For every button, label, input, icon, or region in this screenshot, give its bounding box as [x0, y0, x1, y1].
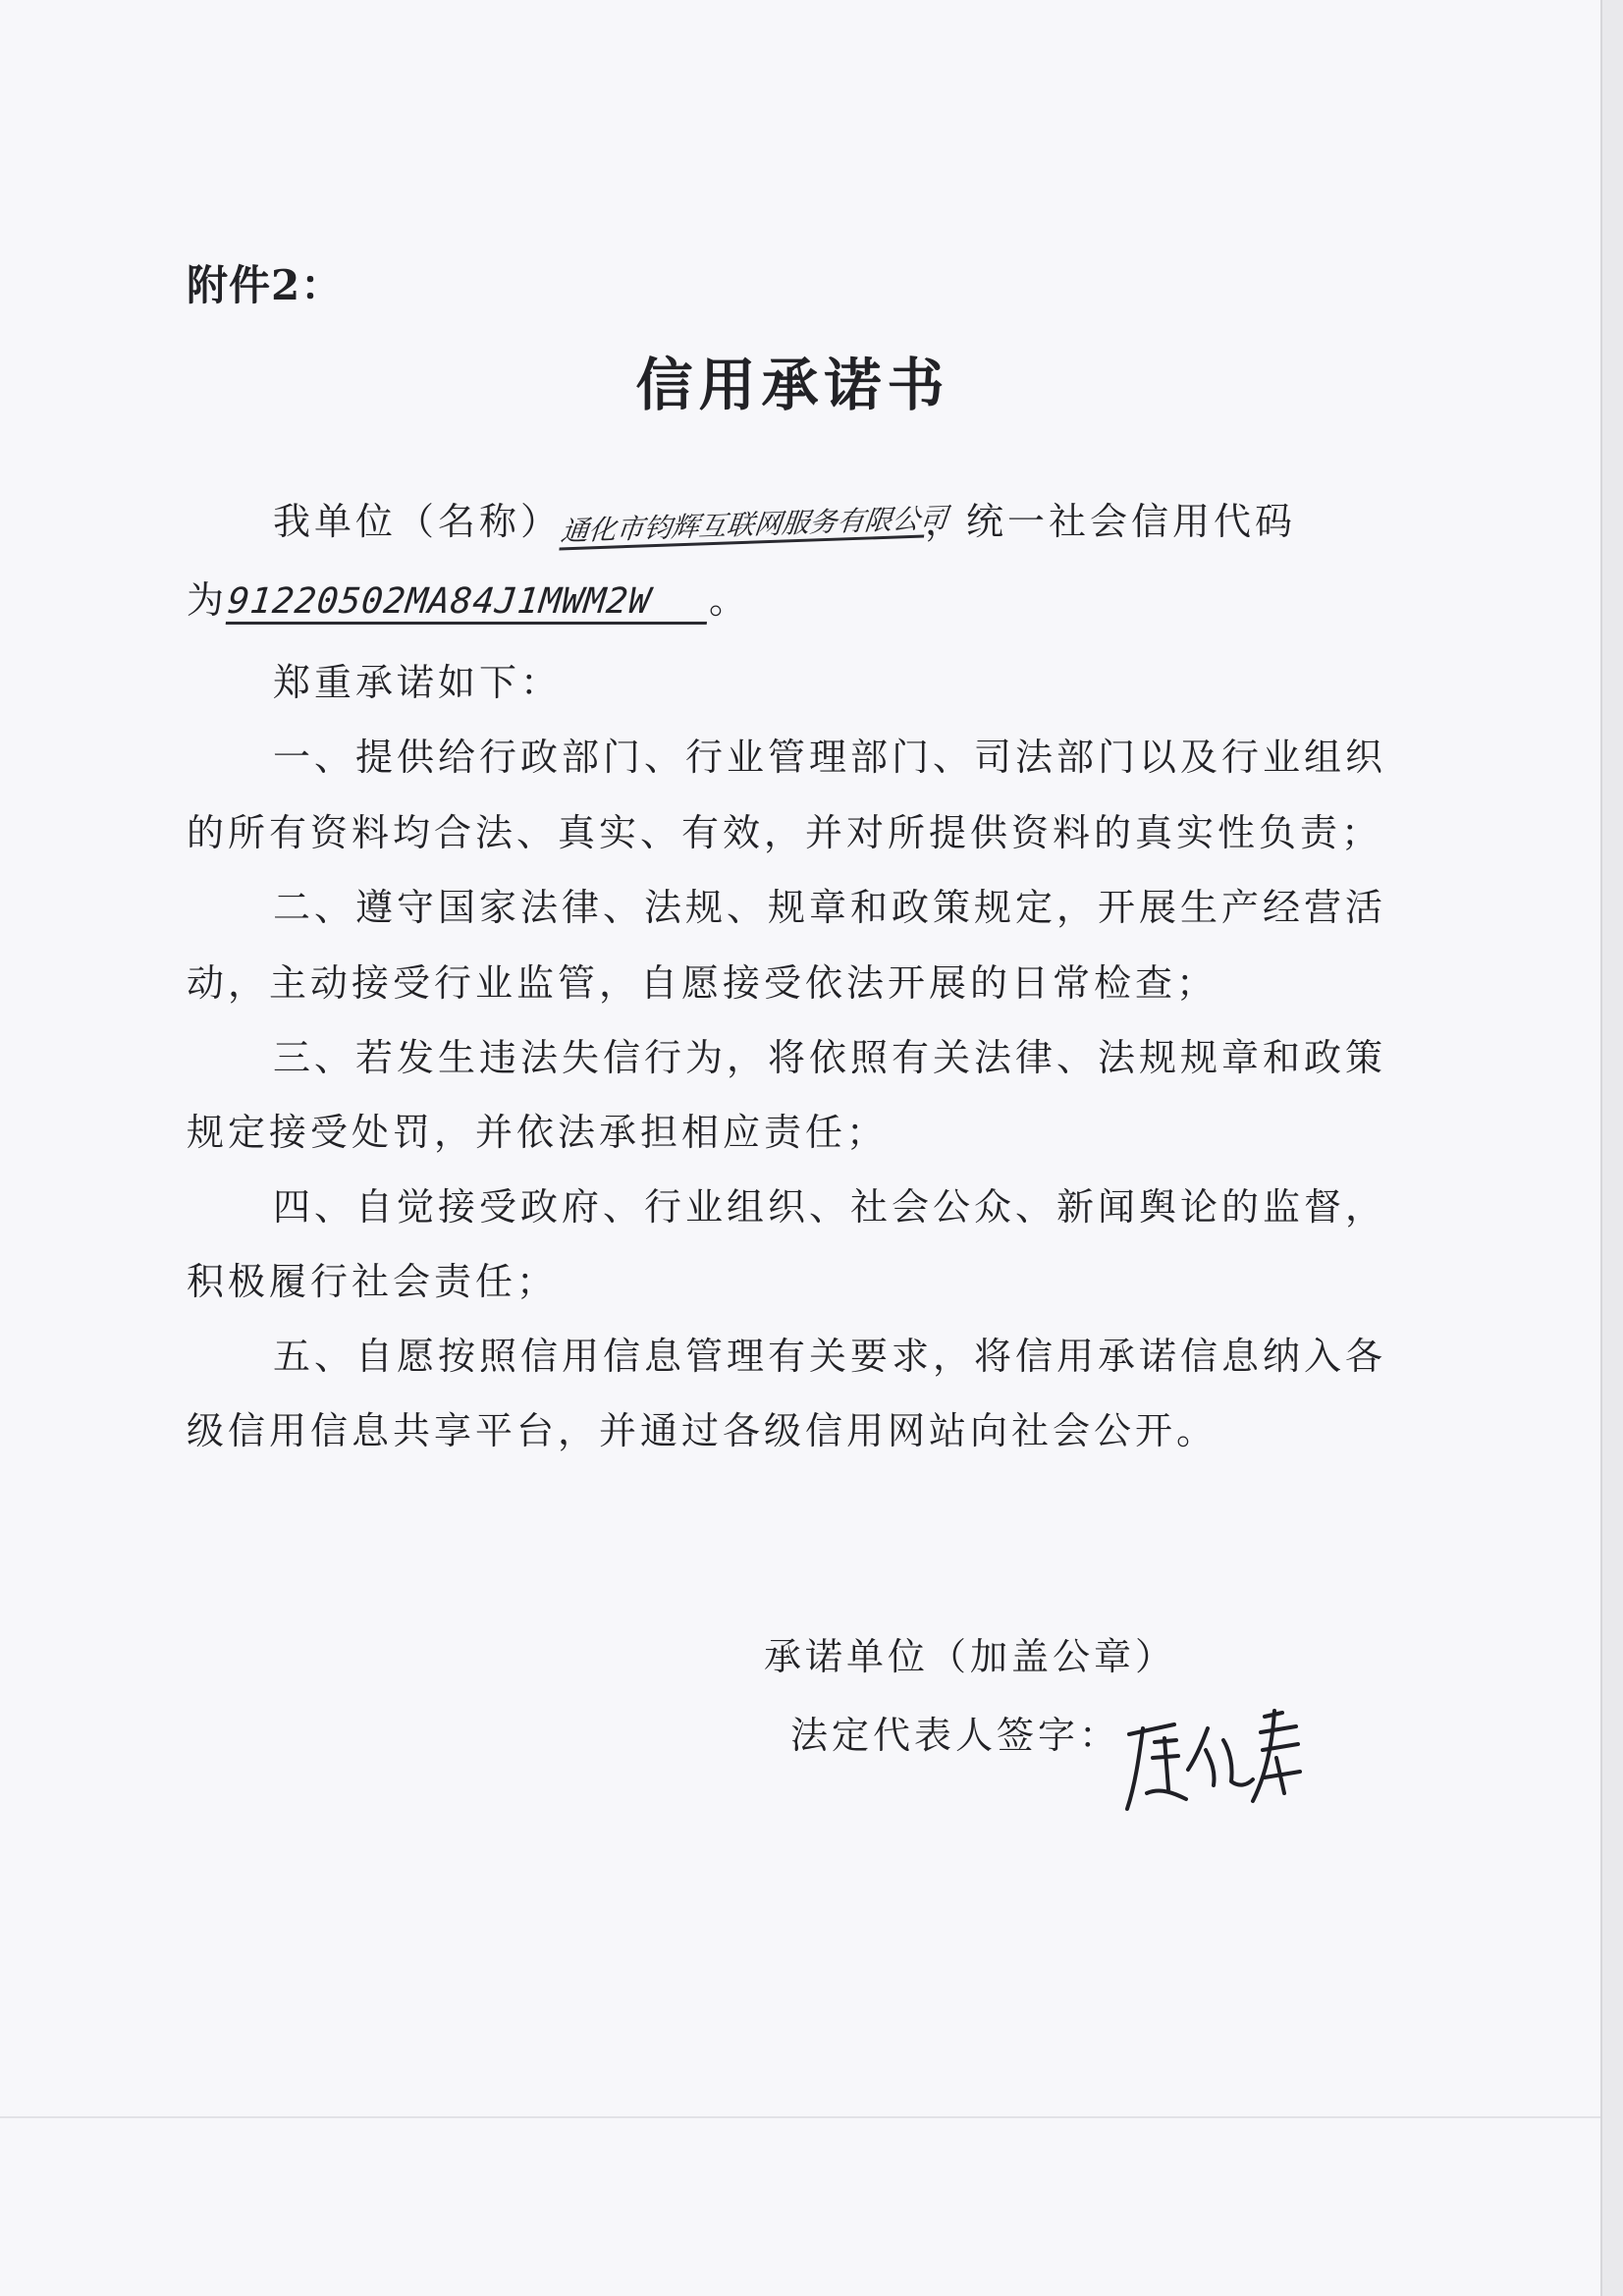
- document-title: 信用承诺书: [635, 352, 950, 418]
- paragraph-4-line-1: 四、自觉接受政府、行业组织、社会公众、新闻舆论的监督，: [273, 1185, 1387, 1229]
- paragraph-2-line-2: 动，主动接受行业监管，自愿接受依法开展的日常检查；: [187, 961, 1218, 1005]
- code-prefix: 为: [187, 578, 229, 622]
- paragraph-3-line-1: 三、若发生违法失信行为，将依照有关法律、法规规章和政策: [273, 1036, 1387, 1079]
- legal-representative-signature: [1117, 1699, 1314, 1817]
- handwritten-credit-code: 91220502MA84J1MWM2W: [226, 581, 712, 625]
- unit-prefix: 我单位（名称）: [273, 500, 563, 543]
- attachment-label: 附件2：: [187, 261, 344, 309]
- handwritten-unit-name: 通化市钧辉互联网服务有限公司: [559, 504, 927, 551]
- legal-rep-label: 法定代表人签字：: [790, 1714, 1121, 1757]
- paragraph-5-line-2: 级信用信息共享平台，并通过各级信用网站向社会公开。: [187, 1409, 1218, 1452]
- intro-text: 郑重承诺如下：: [273, 661, 563, 704]
- paragraph-1-line-2: 的所有资料均合法、真实、有效，并对所提供资料的真实性负责；: [187, 811, 1383, 854]
- code-line: [187, 570, 750, 625]
- unit-line: [273, 491, 1297, 548]
- unit-suffix: ，统一社会信用代码: [925, 500, 1297, 543]
- paragraph-3-line-2: 规定接受处罚，并依法承担相应责任；: [187, 1111, 889, 1154]
- paragraph-4-line-2: 积极履行社会责任；: [187, 1260, 559, 1303]
- paragraph-5-line-1: 五、自愿按照信用信息管理有关要求，将信用承诺信息纳入各: [273, 1335, 1387, 1378]
- code-suffix: 。: [709, 578, 751, 622]
- paragraph-2-line-1: 二、遵守国家法律、法规、规章和政策规定，开展生产经营活: [273, 886, 1387, 929]
- paragraph-1-line-1: 一、提供给行政部门、行业管理部门、司法部门以及行业组织: [273, 736, 1387, 779]
- commitment-unit-label: 承诺单位（加盖公章）: [764, 1635, 1177, 1678]
